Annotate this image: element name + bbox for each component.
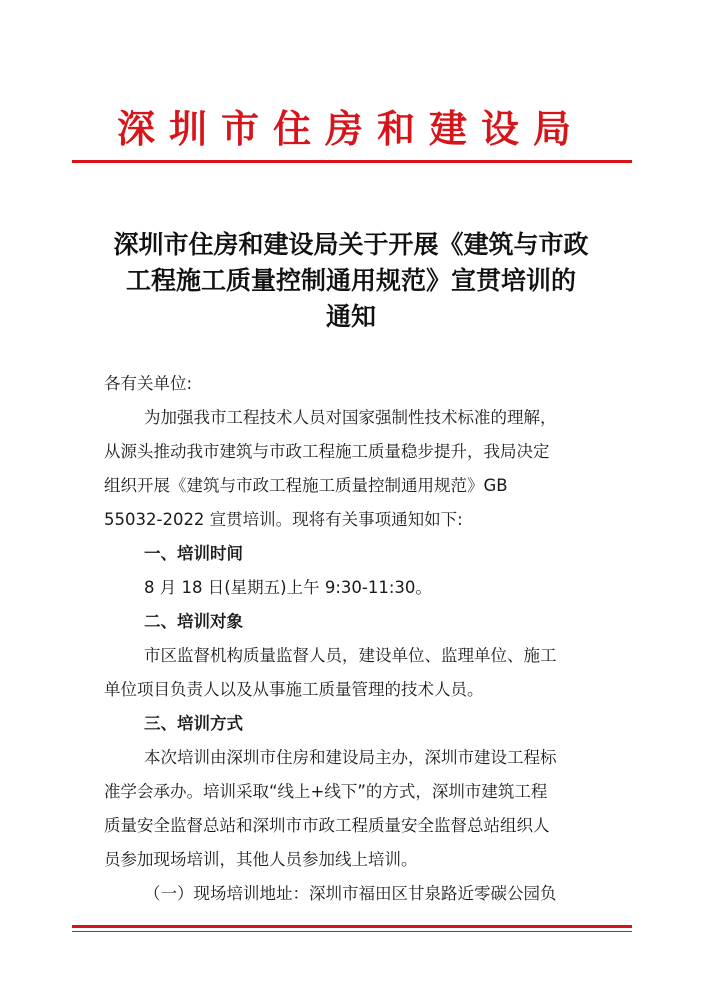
- section-3-line-2: 准学会承办。培训采取“线上+线下”的方式，深圳市建筑工程: [104, 782, 548, 801]
- title-line-2: 工程施工质量控制通用规范》宣贯培训的: [125, 266, 576, 295]
- document-title: [60, 227, 642, 335]
- section-3-line-3: 质量安全监督总站和深圳市市政工程质量安全监督总站组织人: [104, 816, 550, 835]
- salutation: 各有关单位:: [104, 374, 193, 393]
- subsection-1-text: （一）现场培训地址：深圳市福田区甘泉路近零碳公园负: [144, 884, 557, 903]
- intro-line-2: 从源头推动我市建筑与市政工程施工质量稳步提升，我局决定: [104, 442, 550, 461]
- document-body: [104, 367, 614, 911]
- intro-line-1: 为加强我市工程技术人员对国家强制性技术标准的理解，: [144, 408, 557, 427]
- intro-line-4: 55032-2022 宣贯培训。现将有关事项通知如下:: [104, 510, 463, 529]
- section-2-line-2: 单位项目负责人以及从事施工质量管理的技术人员。: [104, 680, 484, 699]
- footer-rule-thin: [72, 931, 632, 932]
- letterhead-red-rule: [72, 160, 632, 163]
- section-2-line-1: 市区监督机构质量监督人员，建设单位、监理单位、施工: [144, 646, 557, 665]
- section-3-heading: 三、培训方式: [144, 714, 243, 733]
- intro-line-3: 组织开展《建筑与市政工程施工质量控制通用规范》GB: [104, 476, 508, 495]
- title-line-1: 深圳市住房和建设局关于开展《建筑与市政: [113, 230, 589, 259]
- section-3-line-4: 员参加现场培训，其他人员参加线上培训。: [104, 850, 418, 869]
- section-2-heading: 二、培训对象: [144, 612, 243, 631]
- section-1-heading: 一、培训时间: [144, 544, 243, 563]
- section-3-line-1: 本次培训由深圳市住房和建设局主办，深圳市建设工程标: [144, 748, 557, 767]
- section-1-text: 8 月 18 日(星期五)上午 9:30-11:30。: [144, 578, 432, 597]
- footer-red-rule: [72, 925, 632, 932]
- letterhead-org-name: 深圳市住房和建设局: [116, 106, 585, 151]
- title-line-3: 通知: [325, 302, 376, 331]
